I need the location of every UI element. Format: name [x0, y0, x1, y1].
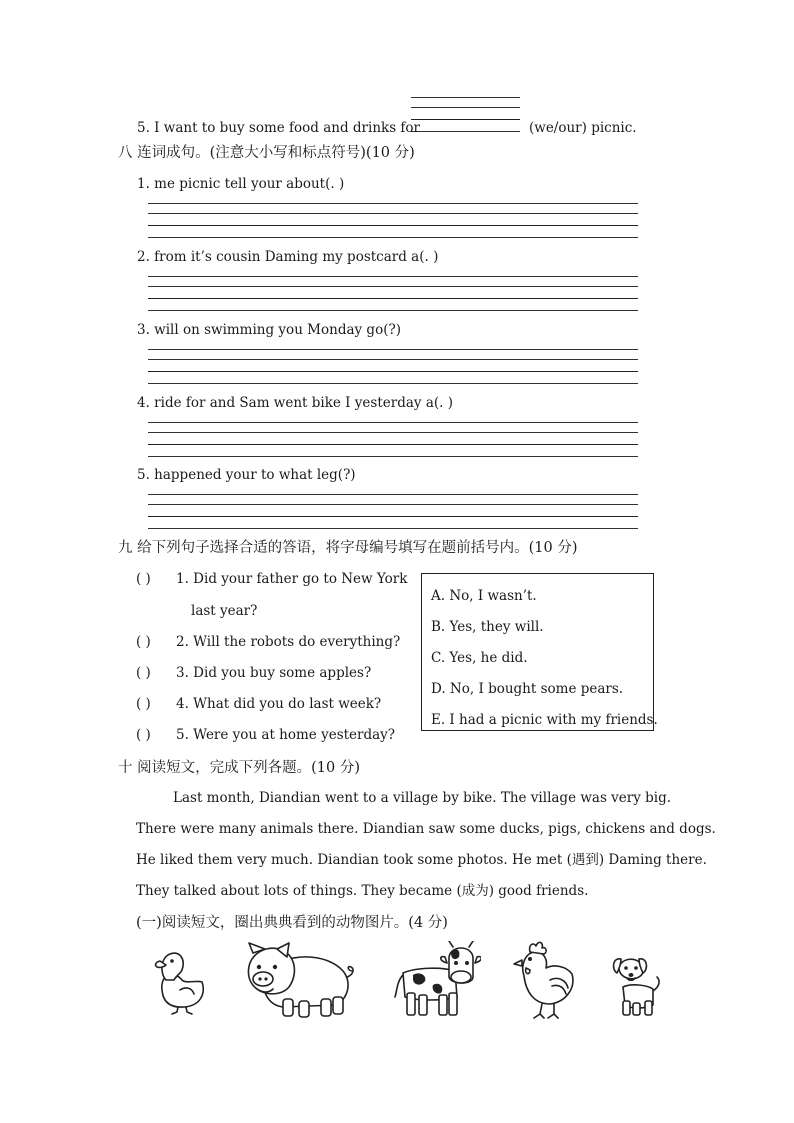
writing-line [411, 131, 520, 132]
answer-lines-1[interactable] [148, 203, 638, 237]
section-8-item-4: 4. ride for and Sam went bike I yesterday a(. ) [137, 395, 453, 411]
reading-paragraph-line-3: He liked them very much. Diandian took some photos. He met (遇到) Daming there. [136, 852, 707, 868]
writing-line [411, 107, 520, 108]
answer-bracket[interactable]: ( ) [136, 634, 151, 650]
reading-paragraph-line-2: There were many animals there. Diandian saw some ducks, pigs, chickens and dogs. [136, 821, 716, 837]
section-10-part-1-title: (一)阅读短文，圈出典典看到的动物图片。(4 分) [136, 915, 448, 931]
option-c: C. Yes, he did. [431, 650, 528, 666]
question-7-5-text: 5. I want to buy some food and drinks for [137, 120, 420, 136]
answer-lines-5[interactable] [148, 494, 638, 528]
dog-icon[interactable] [611, 951, 663, 1021]
answer-lines-2[interactable] [148, 276, 638, 310]
answer-bracket[interactable]: ( ) [136, 571, 151, 587]
question-9-3: 3. Did you buy some apples? [176, 665, 372, 681]
question-9-2: 2. Will the robots do everything? [176, 634, 401, 650]
cow-icon[interactable] [393, 941, 481, 1023]
question-9-1-cont: last year? [191, 603, 258, 619]
section-9-title: 九 给下列句子选择合适的答语，将字母编号填写在题前括号内。(10 分) [118, 540, 578, 556]
duck-icon[interactable] [152, 944, 208, 1020]
section-8-item-5: 5. happened your to what leg(?) [137, 467, 356, 483]
section-8-item-1: 1. me picnic tell your about(. ) [137, 176, 345, 192]
section-10-title: 十 阅读短文，完成下列各题。(10 分) [118, 760, 360, 776]
answer-lines-3[interactable] [148, 349, 638, 383]
question-9-5: 5. Were you at home yesterday? [176, 727, 396, 743]
answer-bracket[interactable]: ( ) [136, 696, 151, 712]
answer-bracket[interactable]: ( ) [136, 665, 151, 681]
pig-icon[interactable] [243, 941, 357, 1025]
writing-line [411, 119, 520, 120]
option-e: E. I had a picnic with my friends. [431, 712, 658, 728]
answer-bracket[interactable]: ( ) [136, 727, 151, 743]
answer-lines-4[interactable] [148, 422, 638, 456]
answer-options-box [421, 573, 658, 731]
option-d: D. No, I bought some pears. [431, 681, 624, 697]
chicken-icon[interactable] [510, 940, 578, 1024]
option-b: B. Yes, they will. [431, 619, 544, 635]
section-8-title: 八 连词成句。(注意大小写和标点符号)(10 分) [118, 145, 415, 161]
reading-paragraph-line-1: Last month, Diandian went to a village by bike. The village was very big. [173, 790, 672, 806]
question-9-1: 1. Did your father go to New York [176, 571, 408, 587]
reading-paragraph-line-4: They talked about lots of things. They became (成为) good friends. [136, 883, 589, 899]
writing-line [411, 97, 520, 98]
section-8-item-2: 2. from it’s cousin Daming my postcard a(. ) [137, 249, 439, 265]
section-8-item-3: 3. will on swimming you Monday go(?) [137, 322, 401, 338]
question-9-4: 4. What did you do last week? [176, 696, 382, 712]
option-a: A. No, I wasn’t. [431, 588, 537, 604]
question-7-5-hint: (we/our) picnic. [529, 120, 637, 136]
